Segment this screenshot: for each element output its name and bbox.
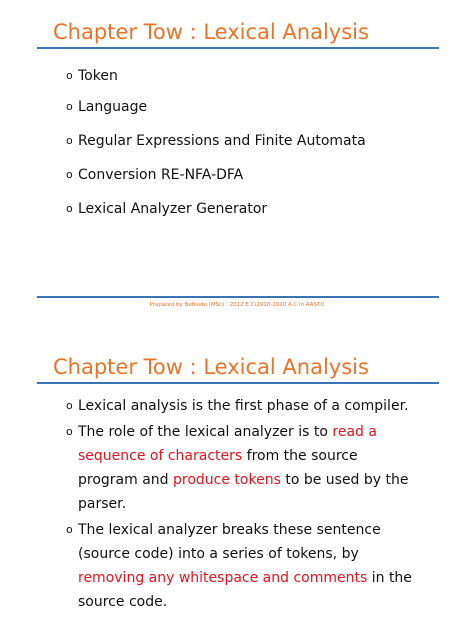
highlight-text: sequence of characters: [78, 448, 243, 464]
slide-2: [0, 316, 474, 632]
footer-divider: [37, 296, 439, 298]
highlight-text: produce tokens: [173, 472, 281, 488]
slide-title: Chapter Tow : Lexical Analysis: [53, 20, 369, 44]
bullet-marker: o: [66, 100, 73, 113]
list-item: o The lexical analyzer breaks these sentence (source code) into a series of tokens, by removing any whitespace and comments in the source code.: [66, 518, 446, 614]
bullet-marker: o: [66, 202, 73, 215]
list-item: o Regular Expressions and Finite Automata: [66, 129, 366, 153]
list-item: o Token: [66, 64, 118, 88]
bullet-marker: o: [66, 425, 73, 438]
bullet-list: [66, 394, 446, 616]
list-item: o Conversion RE-NFA-DFA: [66, 163, 243, 187]
bullet-marker: o: [66, 134, 73, 147]
list-item: o Lexical analysis is the first phase of a compiler.: [66, 394, 446, 418]
title-divider: [37, 382, 439, 384]
bullet-marker: o: [66, 399, 73, 412]
list-item: o The role of the lexical analyzer is to read a sequence of characters from the source program and produce tokens to be used by the parser.: [66, 420, 446, 516]
title-divider: [37, 47, 439, 49]
highlight-text: read a: [332, 424, 377, 440]
bullet-marker: o: [66, 523, 73, 536]
list-item: o Language: [66, 95, 147, 119]
bullet-marker: o: [66, 168, 73, 181]
slide-footer: Prepared by Befkadu (MSc) : 2012 E.C\2018-2020 A.C in AASTU: [149, 302, 325, 308]
highlight-text: removing any whitespace and comments: [78, 570, 368, 586]
list-item: o Lexical Analyzer Generator: [66, 197, 267, 221]
bullet-marker: o: [66, 69, 73, 82]
slide-title: Chapter Tow : Lexical Analysis: [53, 355, 369, 379]
